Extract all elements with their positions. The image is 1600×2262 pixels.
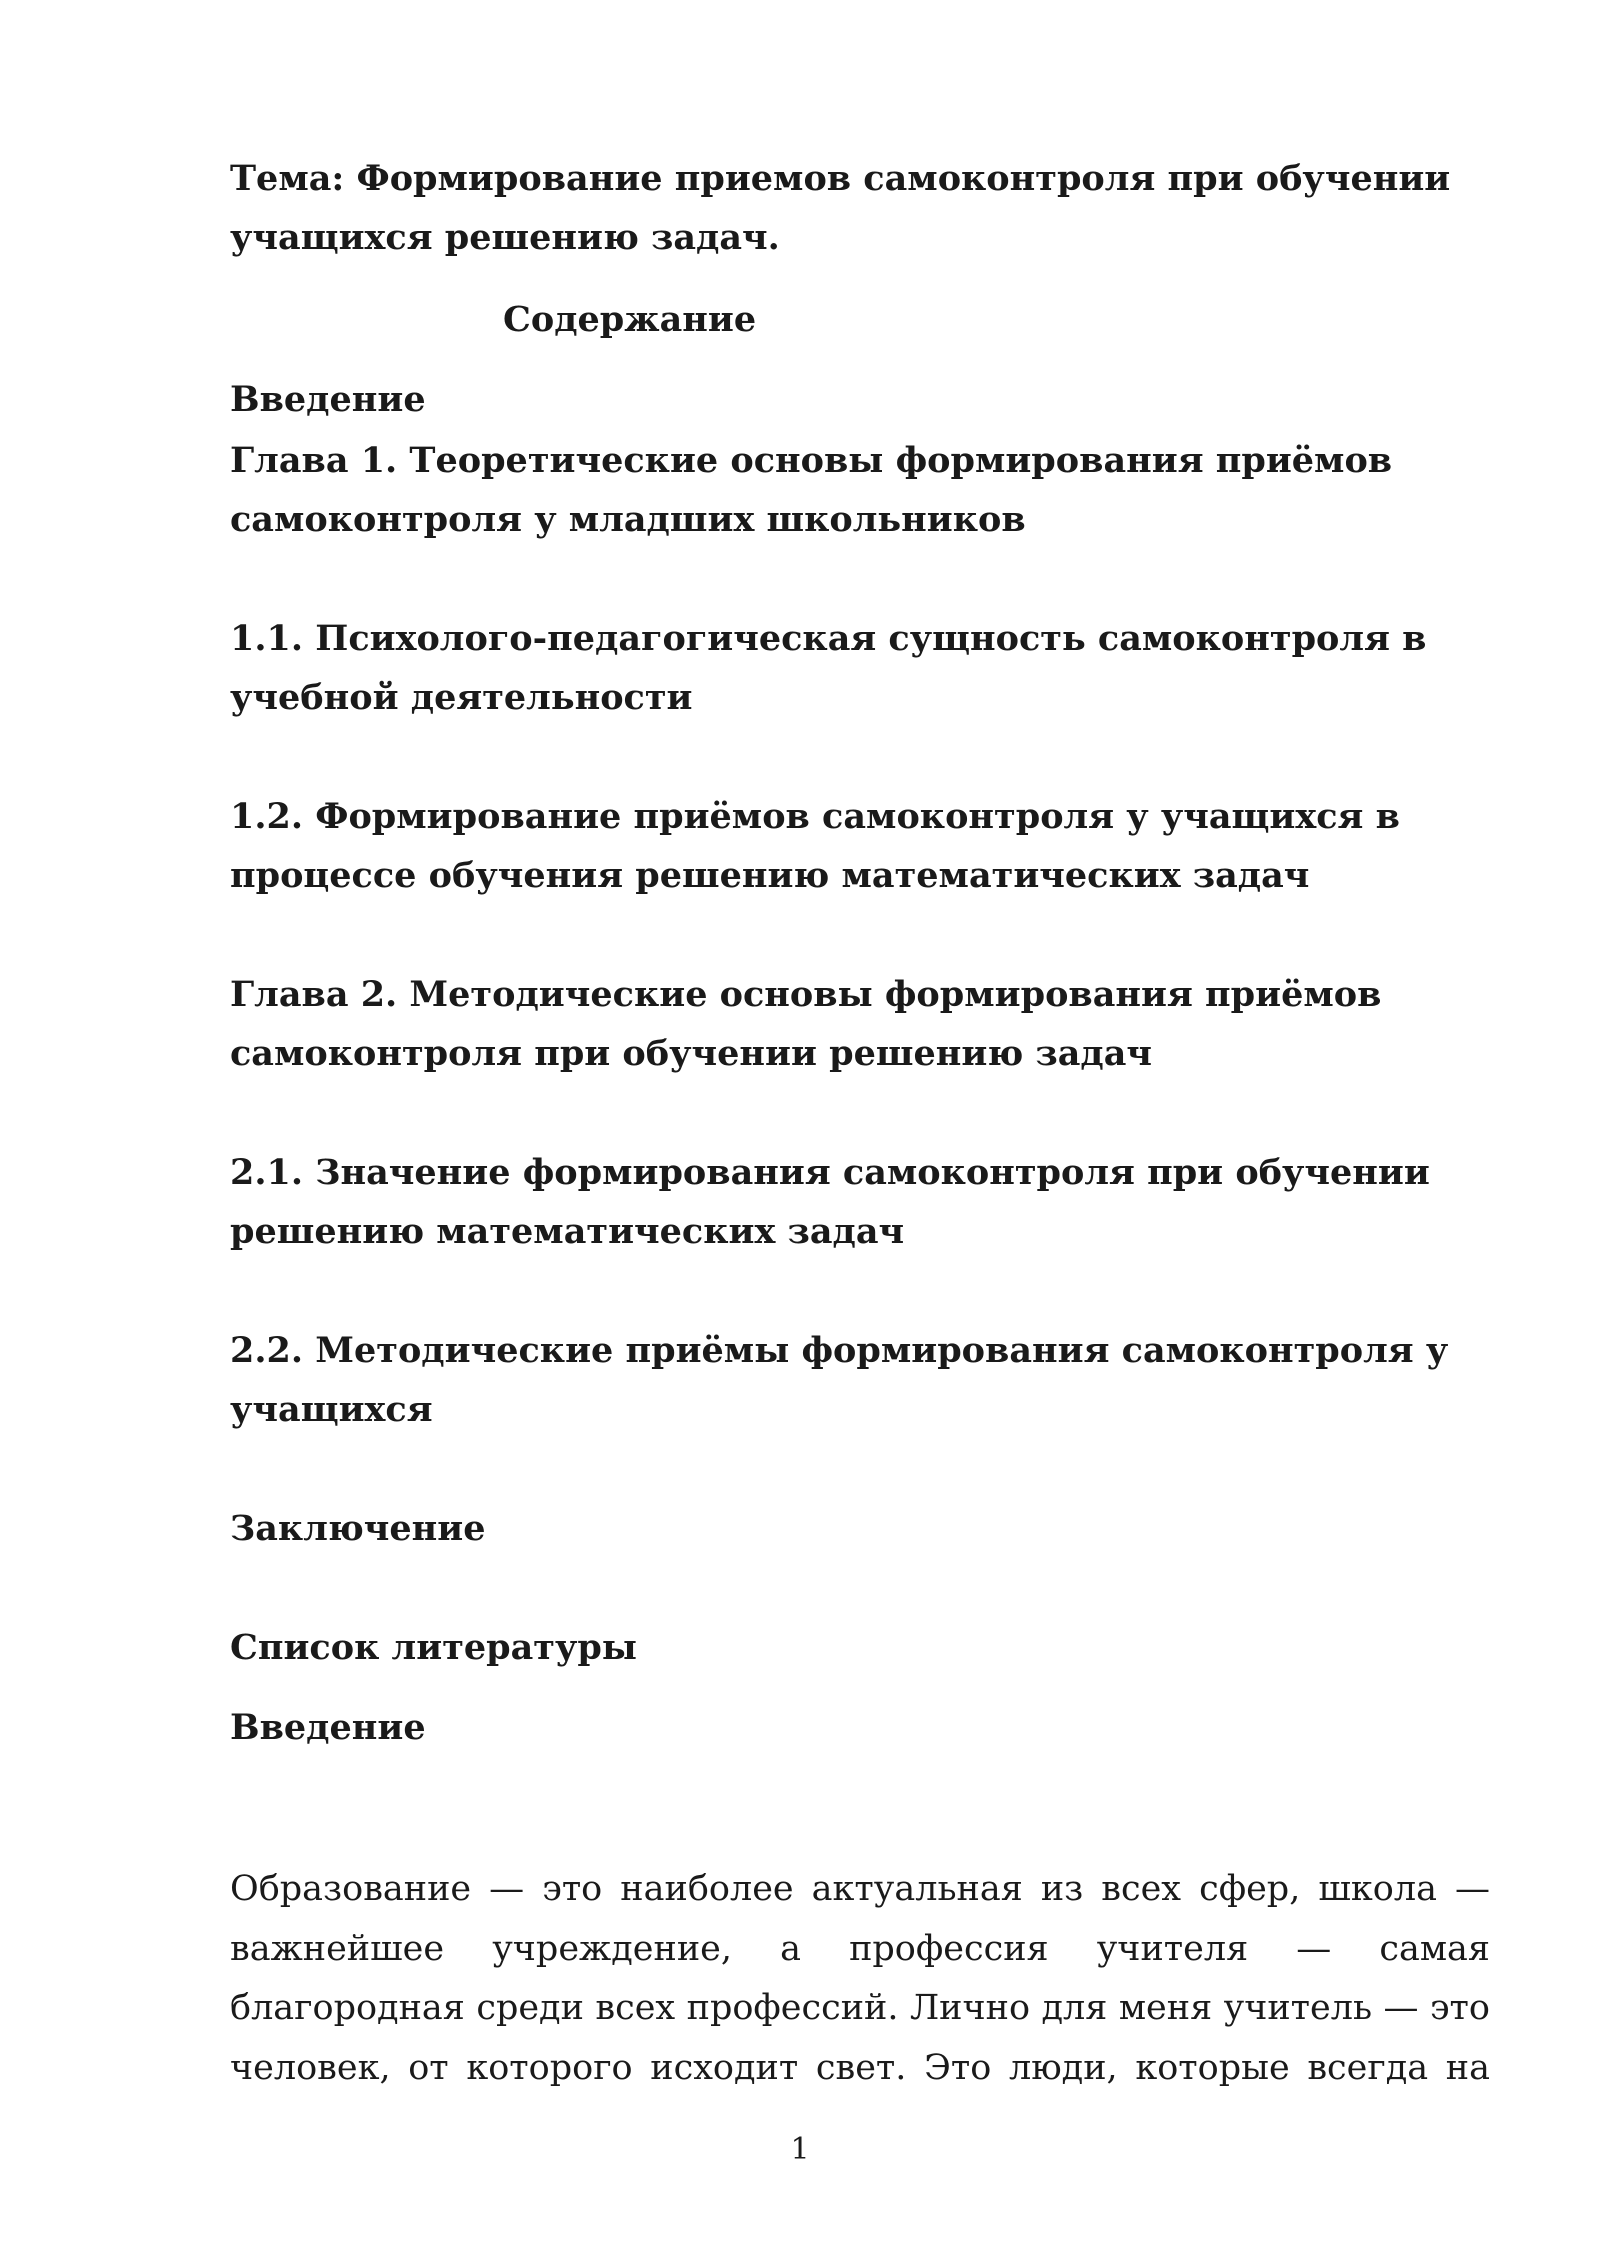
toc-item-section-1-2-line-2: процессе обучения решению математических задач [230, 855, 1310, 896]
intro-paragraph-line: Образование — это наиболее актуальная из всех сфер, школа — [230, 1869, 1490, 1909]
toc-item-intro: Введение [230, 379, 426, 420]
intro-paragraph-line: благородная среди всех профессий. Лично для меня учитель — это [230, 1988, 1490, 2028]
toc-item-section-2-2-line-2: учащихся [230, 1389, 433, 1430]
toc-item-references: Список литературы [230, 1627, 637, 1668]
toc-item-chapter-2-line-1: Глава 2. Методические основы формирования приёмов [230, 974, 1382, 1015]
toc-item-section-2-1-line-2: решению математических задач [230, 1211, 905, 1252]
toc-item-section-2-2-line-1: 2.2. Методические приёмы формирования самоконтроля у [230, 1330, 1449, 1371]
toc-item-chapter-1-line-1: Глава 1. Теоретические основы формирования приёмов [230, 440, 1393, 481]
intro-paragraph-line: важнейшее учреждение, а профессия учителя — самая [230, 1928, 1490, 1969]
page-number: 1 [790, 2132, 810, 2167]
toc-item-chapter-2-line-2: самоконтроля при обучении решению задач [230, 1033, 1153, 1074]
toc-item-chapter-1-line-2: самоконтроля у младших школьников [230, 499, 1026, 540]
intro-paragraph-line: человек, от которого исходит свет. Это люди, которые всегда на [230, 2047, 1490, 2088]
toc-heading: Содержание [503, 299, 757, 340]
intro-paragraph [230, 1860, 1490, 2098]
toc-item-section-1-1-line-2: учебной деятельности [230, 677, 693, 718]
intro-heading: Введение [230, 1707, 426, 1748]
topic-line-1: Тема: Формирование приемов самоконтроля при обучении [230, 158, 1451, 199]
toc-item-section-2-1-line-1: 2.1. Значение формирования самоконтроля при обучении [230, 1152, 1430, 1193]
toc-item-section-1-2-line-1: 1.2. Формирование приёмов самоконтроля у учащихся в [230, 796, 1400, 837]
topic-line-2: учащихся решению задач. [230, 217, 780, 258]
toc-item-section-1-1-line-1: 1.1. Психолого-педагогическая сущность самоконтроля в [230, 618, 1427, 659]
toc-item-conclusion: Заключение [230, 1508, 486, 1549]
